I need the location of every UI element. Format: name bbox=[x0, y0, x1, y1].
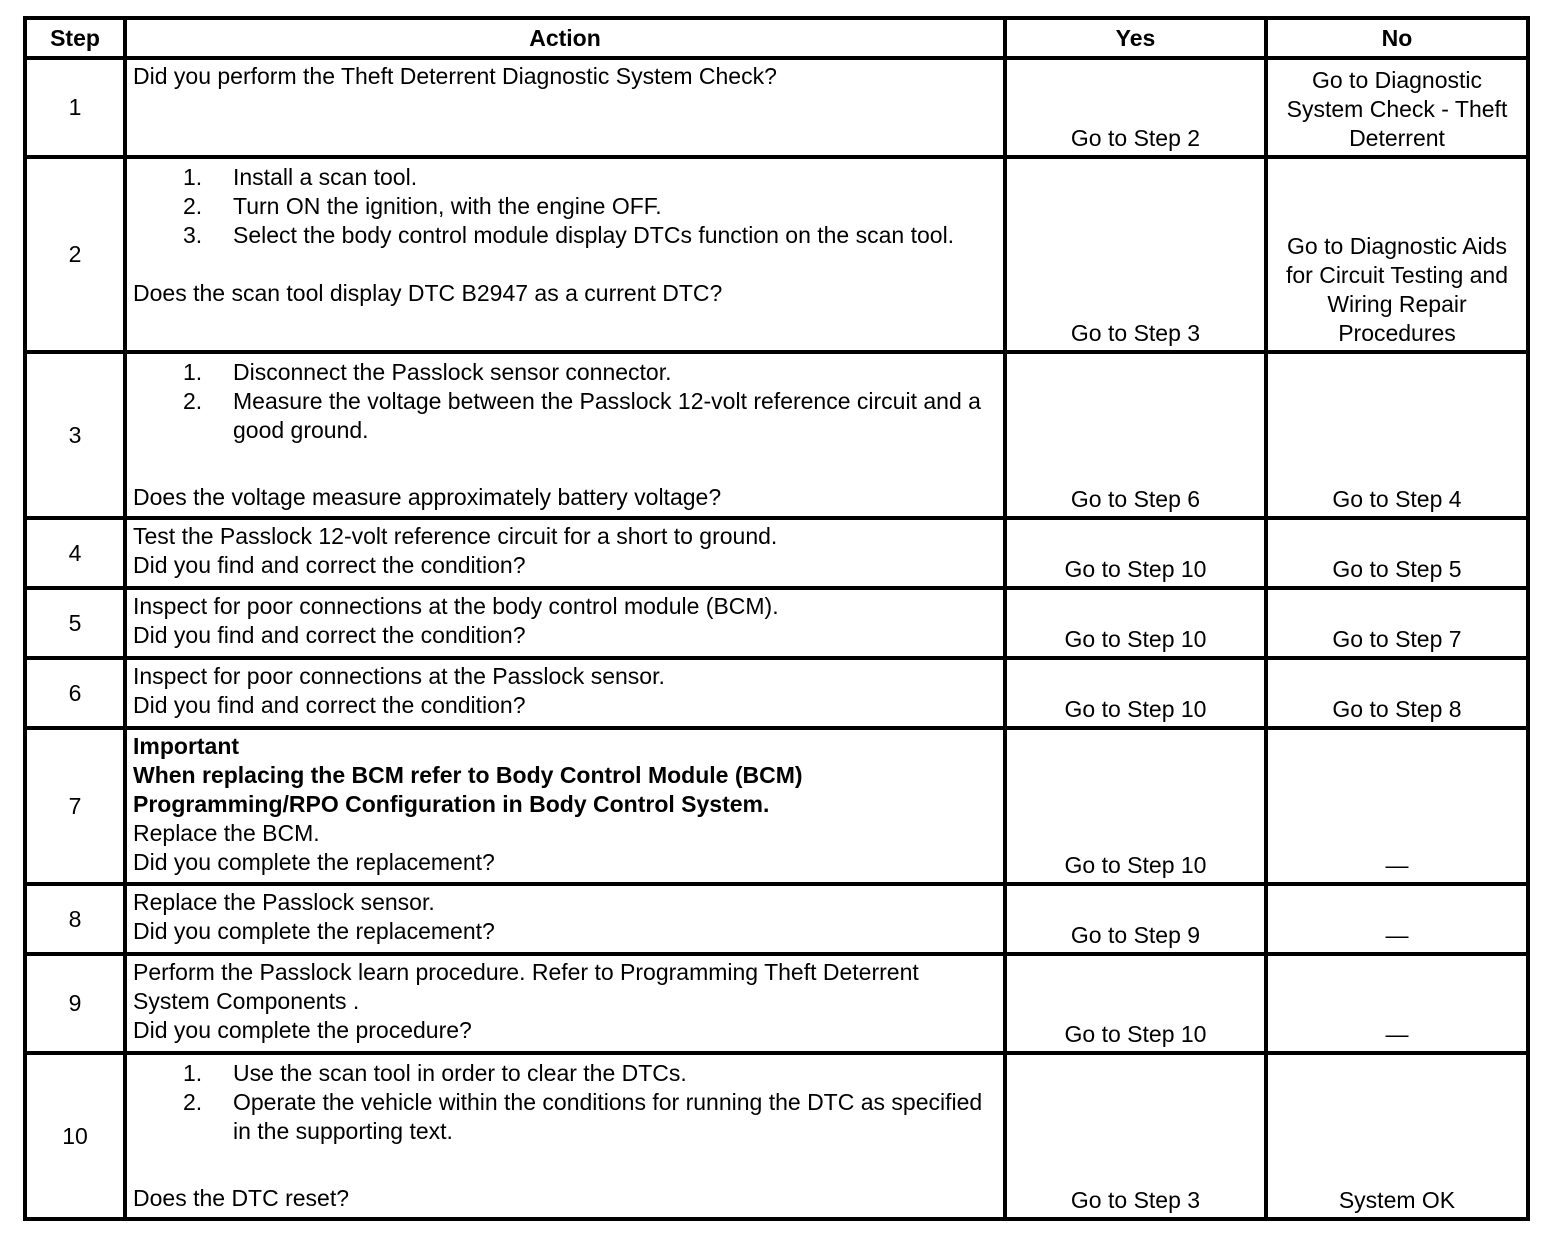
action-question: Did you complete the replacement? bbox=[133, 849, 495, 875]
table-row bbox=[25, 58, 1528, 157]
no-result: System OK bbox=[1266, 1053, 1528, 1219]
no-result: — bbox=[1266, 954, 1528, 1053]
action-question: Did you complete the replacement? bbox=[133, 918, 495, 944]
action-cell bbox=[125, 58, 1005, 157]
action-instruction: Inspect for poor connections at the Passlock sensor. bbox=[133, 663, 665, 689]
yes-result: Go to Step 10 bbox=[1005, 518, 1266, 588]
no-result: — bbox=[1266, 728, 1528, 884]
action-cell bbox=[125, 518, 1005, 588]
important-note: When replacing the BCM refer to Body Control Module (BCM) Programming/RPO Configuration in Body Control System. bbox=[133, 762, 803, 817]
action-instruction: Replace the BCM. bbox=[133, 820, 320, 846]
no-result: Go to Diagnostic Aids for Circuit Testing and Wiring Repair Procedures bbox=[1266, 157, 1528, 352]
action-steps bbox=[133, 358, 997, 445]
table-row bbox=[25, 352, 1528, 518]
action-question: Does the DTC reset? bbox=[133, 1185, 350, 1211]
table-row bbox=[25, 157, 1528, 352]
step-number: 5 bbox=[25, 588, 125, 658]
action-question: Did you find and correct the condition? bbox=[133, 692, 526, 718]
table-row bbox=[25, 518, 1528, 588]
action-question: Did you find and correct the condition? bbox=[133, 622, 526, 648]
action-steps bbox=[133, 1059, 997, 1146]
step-number: 6 bbox=[25, 658, 125, 728]
no-result: Go to Step 8 bbox=[1266, 658, 1528, 728]
table-row bbox=[25, 1053, 1528, 1219]
no-result: Go to Step 7 bbox=[1266, 588, 1528, 658]
action-question: Does the scan tool display DTC B2947 as a current DTC? bbox=[133, 280, 723, 306]
action-question: Did you complete the procedure? bbox=[133, 1017, 472, 1043]
action-question: Did you find and correct the condition? bbox=[133, 552, 526, 578]
action-step-item: 2. Measure the voltage between the Passlock 12-volt reference circuit and a good ground. bbox=[183, 388, 981, 443]
step-number: 8 bbox=[25, 884, 125, 954]
action-question: Did you perform the Theft Deterrent Diagnostic System Check? bbox=[133, 63, 777, 89]
action-step-item: 2. Operate the vehicle within the conditions for running the DTC as specified in the supporting text. bbox=[183, 1089, 983, 1144]
table-row bbox=[25, 658, 1528, 728]
important-label: Important bbox=[133, 733, 240, 759]
action-steps bbox=[133, 163, 997, 250]
header-no: No bbox=[1266, 18, 1528, 58]
step-number: 3 bbox=[25, 352, 125, 518]
action-step-item: 3. Select the body control module display DTCs function on the scan tool. bbox=[183, 222, 955, 248]
action-step-item: 1. Install a scan tool. bbox=[183, 164, 418, 190]
step-number: 1 bbox=[25, 58, 125, 157]
yes-result: Go to Step 3 bbox=[1005, 157, 1266, 352]
action-instruction: Inspect for poor connections at the body control module (BCM). bbox=[133, 593, 779, 619]
action-instruction: Replace the Passlock sensor. bbox=[133, 889, 435, 915]
action-cell bbox=[125, 588, 1005, 658]
yes-result: Go to Step 9 bbox=[1005, 884, 1266, 954]
header-row bbox=[25, 18, 1528, 58]
action-cell bbox=[125, 352, 1005, 518]
action-instruction: Test the Passlock 12-volt reference circuit for a short to ground. bbox=[133, 523, 778, 549]
action-cell bbox=[125, 157, 1005, 352]
step-number: 2 bbox=[25, 157, 125, 352]
table-row bbox=[25, 884, 1528, 954]
no-result: Go to Diagnostic System Check - Theft Deterrent bbox=[1266, 58, 1528, 157]
no-result: Go to Step 5 bbox=[1266, 518, 1528, 588]
yes-result: Go to Step 6 bbox=[1005, 352, 1266, 518]
yes-result: Go to Step 10 bbox=[1005, 954, 1266, 1053]
yes-result: Go to Step 10 bbox=[1005, 728, 1266, 884]
no-result: — bbox=[1266, 884, 1528, 954]
step-number: 10 bbox=[25, 1053, 125, 1219]
yes-result: Go to Step 10 bbox=[1005, 588, 1266, 658]
no-result: Go to Step 4 bbox=[1266, 352, 1528, 518]
yes-result: Go to Step 10 bbox=[1005, 658, 1266, 728]
action-step-item: 1. Use the scan tool in order to clear the DTCs. bbox=[183, 1060, 687, 1086]
action-cell bbox=[125, 658, 1005, 728]
table-row bbox=[25, 588, 1528, 658]
action-cell bbox=[125, 728, 1005, 884]
header-action: Action bbox=[125, 18, 1005, 58]
action-question: Does the voltage measure approximately battery voltage? bbox=[133, 484, 722, 510]
yes-result: Go to Step 3 bbox=[1005, 1053, 1266, 1219]
action-cell bbox=[125, 954, 1005, 1053]
step-number: 7 bbox=[25, 728, 125, 884]
table-row bbox=[25, 954, 1528, 1053]
table-row bbox=[25, 728, 1528, 884]
diagnostic-table bbox=[23, 16, 1530, 1221]
header-yes: Yes bbox=[1005, 18, 1266, 58]
header-step: Step bbox=[25, 18, 125, 58]
action-cell bbox=[125, 1053, 1005, 1219]
yes-result: Go to Step 2 bbox=[1005, 58, 1266, 157]
action-step-item: 1. Disconnect the Passlock sensor connector. bbox=[183, 359, 672, 385]
action-instruction: Perform the Passlock learn procedure. Refer to Programming Theft Deterrent System Components . bbox=[133, 959, 919, 1014]
action-cell bbox=[125, 884, 1005, 954]
action-step-item: 2. Turn ON the ignition, with the engine OFF. bbox=[183, 193, 662, 219]
step-number: 4 bbox=[25, 518, 125, 588]
step-number: 9 bbox=[25, 954, 125, 1053]
